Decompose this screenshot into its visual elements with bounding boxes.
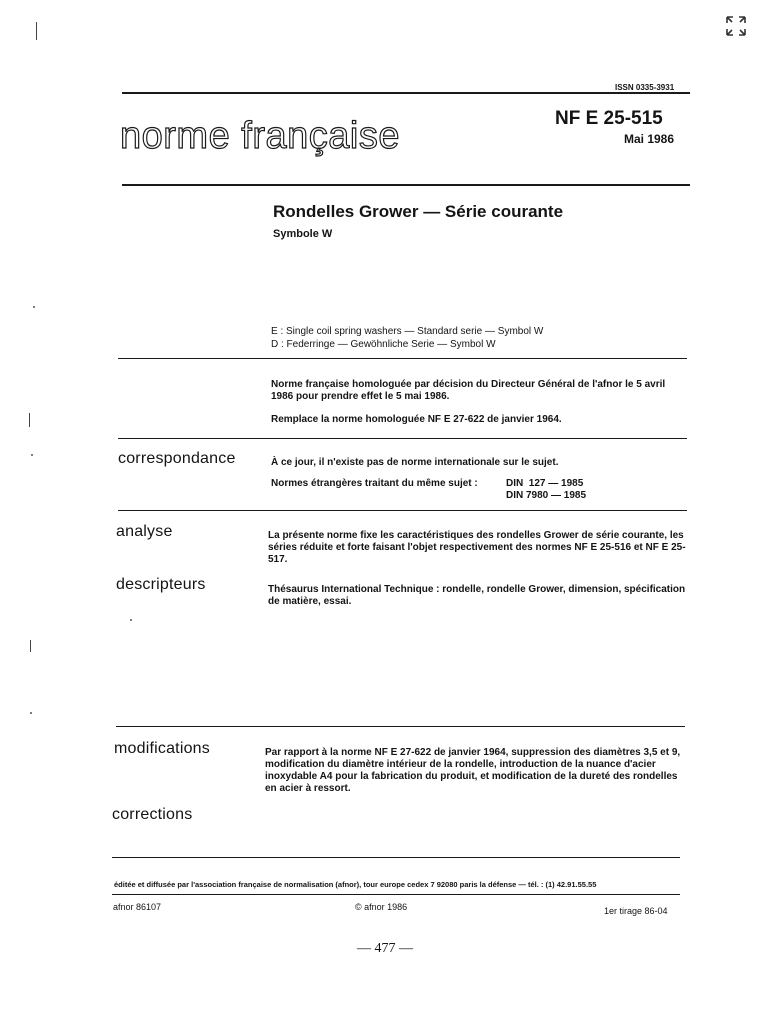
descripteurs-text <box>268 584 686 608</box>
page-number: — 477 — <box>357 941 413 956</box>
homologation-replaces: Remplace la norme homologuée NF E 27-622 de janvier 1964. <box>271 414 562 425</box>
translation-en: E : Single coil spring washers — Standard serie — Symbol W <box>271 326 544 337</box>
rule <box>112 857 680 858</box>
header-bottom-rule <box>122 184 690 186</box>
modifications-text: Par rapport à la norme NF E 27-622 de janvier 1964, suppression des diamètres 3,5 et 9, modification du diamètre intérieur de la rondelle, introduction de la nuance d'acier inoxydable A4 pour la fabrication du produit, et modification de la dureté des rondelles en acier à ressort. <box>265 747 681 794</box>
copyright: © afnor 1986 <box>355 902 408 912</box>
rule <box>118 358 687 359</box>
afnor-reference: afnor 86107 <box>113 902 162 912</box>
foreign-standard: DIN 7980 — 1985 <box>506 490 587 501</box>
translation-de: D : Federringe — Gewöhnliche Serie — Symbol W <box>271 339 496 350</box>
document-subtitle: Symbole W <box>273 228 333 240</box>
analyse-text: La présente norme fixe les caractéristiques des rondelles Grower de série courante, les séries réduite et forte faisant l'objet respectivement des normes NF E 25-516 et NF E 25-517. <box>268 530 686 565</box>
standard-number: NF E 25-515 <box>555 108 663 129</box>
scan-mark <box>36 22 37 40</box>
section-label-modifications: modifications <box>114 740 210 757</box>
homologation-decision: Norme française homologuée par décision du Directeur Général de l'afnor le 5 avril 1986 pour prendre effet le 5 mai 1986. <box>271 379 666 402</box>
rule <box>116 726 685 727</box>
scan-mark <box>130 619 132 621</box>
rule <box>118 438 687 439</box>
foreign-standards-label: Normes étrangères traitant du même sujet : <box>271 478 478 489</box>
rule <box>112 894 680 895</box>
foreign-standard: DIN 127 — 1985 <box>506 478 584 489</box>
section-label-analyse: analyse <box>116 523 173 540</box>
descripteurs-lead: Thésaurus International Technique <box>268 584 434 595</box>
descripteurs-terms: : rondelle, rondelle Grower, dimension, spécification de matière, essai. <box>268 584 686 607</box>
expand-icon[interactable] <box>724 14 748 38</box>
header-top-rule <box>122 92 690 94</box>
section-label-descripteurs: descripteurs <box>116 576 206 593</box>
rule <box>118 510 687 511</box>
scan-mark <box>30 640 31 652</box>
section-label-corrections: corrections <box>112 806 193 823</box>
issn: ISSN 0335-3931 <box>615 83 675 92</box>
scan-mark <box>30 712 32 714</box>
scan-mark <box>29 413 30 427</box>
scan-mark <box>33 306 35 308</box>
printing-run: 1er tirage 86-04 <box>604 906 668 916</box>
scan-mark <box>31 454 33 456</box>
standard-date: Mai 1986 <box>624 132 675 146</box>
correspondance-line1: À ce jour, il n'existe pas de norme internationale sur le sujet. <box>271 457 559 468</box>
page-title: norme française <box>120 115 400 157</box>
section-label-correspondance: correspondance <box>118 450 236 467</box>
publisher-line: éditée et diffusée par l'association française de normalisation (afnor), tour europe cedex 7 92080 paris la défense — tél. : (1) 42.91.55.55 <box>114 880 597 889</box>
document-title: Rondelles Grower — Série courante <box>273 202 564 221</box>
